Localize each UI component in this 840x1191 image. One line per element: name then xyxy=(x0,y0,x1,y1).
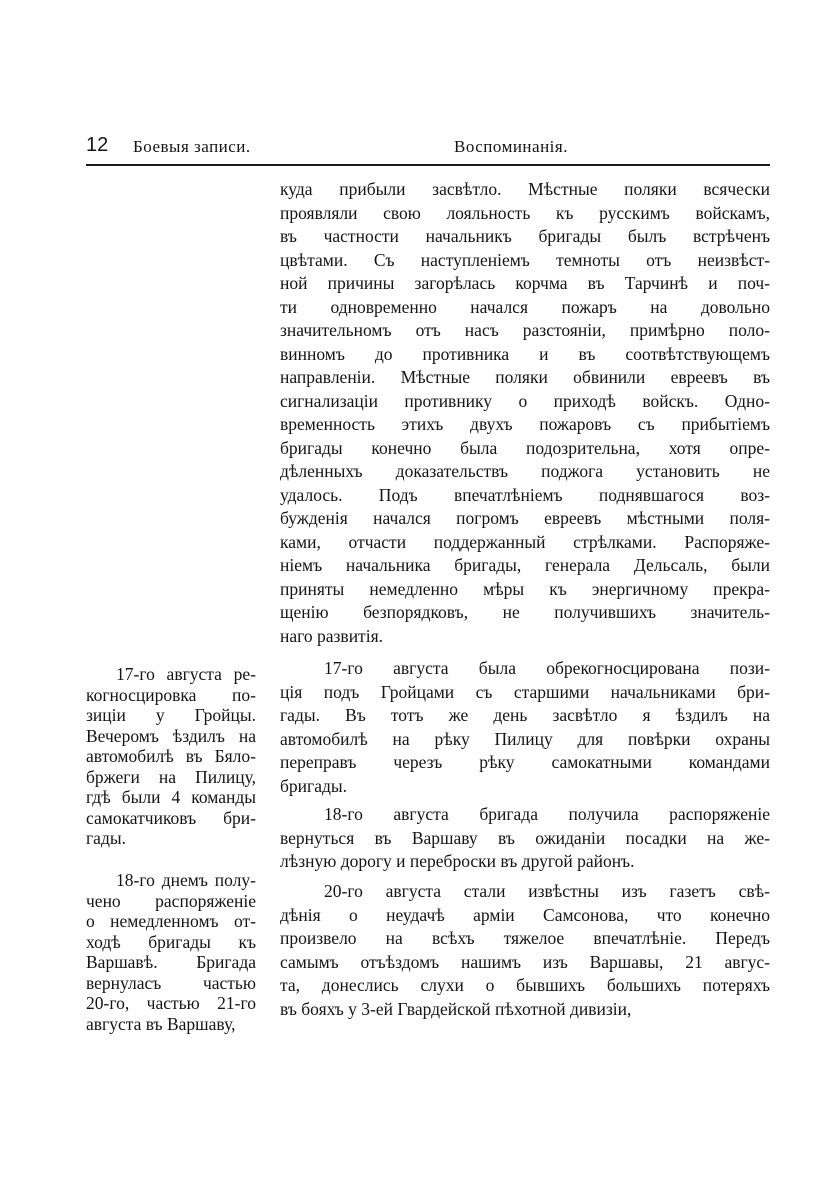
text-line: щенію безпорядковъ, не получившихъ значитель- xyxy=(280,602,770,622)
margin-line: Вечеромъ ѣздилъ на xyxy=(86,725,256,746)
text-line: цвѣтами. Съ наступленіемъ темноты отъ неизвѣст- xyxy=(280,249,770,270)
margin-line: зиціи у Гройцы. xyxy=(86,705,256,725)
main-text-paragraph-1 xyxy=(280,178,770,648)
running-header xyxy=(86,134,770,166)
text-line: наго развитія. xyxy=(280,625,383,646)
running-title-left: Боевыя записи. xyxy=(133,137,251,156)
main-text-paragraph-4 xyxy=(280,880,770,1021)
text-line: автомобилѣ на рѣку Пилицу для повѣрки охраны xyxy=(280,728,770,749)
margin-note-1 xyxy=(86,664,256,849)
text-line: въ частности начальникъ бригады былъ встрѣченъ xyxy=(280,226,770,246)
text-line: гады. Въ тотъ же день засвѣтло я ѣздилъ на xyxy=(280,705,770,725)
text-line: ти одновременно начался пожаръ на довольно xyxy=(280,296,770,317)
main-text-paragraph-2 xyxy=(280,657,770,798)
running-title-right: Воспоминанія. xyxy=(454,137,568,156)
text-line: въ бояхъ у 3-ей Гвардейской пѣхотной дивизіи, xyxy=(280,998,632,1019)
text-line: ція подъ Гройцами съ старшими начальниками бри- xyxy=(280,681,770,702)
text-line: удалось. Подъ впечатлѣніемъ поднявшагося воз- xyxy=(280,484,770,505)
text-line: сигнализаціи противнику о приходѣ войскъ. Одно- xyxy=(280,390,770,411)
text-line: переправъ черезъ рѣку самокатными командами xyxy=(280,752,770,772)
text-line: бригады. xyxy=(280,775,348,796)
page-number: 12 xyxy=(86,134,109,156)
text-line: винномъ до противника и въ соотвѣтствующемъ xyxy=(280,343,770,364)
main-text-paragraph-3 xyxy=(280,803,770,874)
text-line: 18-го августа бригада получила распоряженіе xyxy=(324,804,770,824)
text-line: дѣленныхъ доказательствъ поджога установить не xyxy=(280,461,770,481)
margin-line: о немедленномъ от- xyxy=(86,911,256,931)
margin-line: Варшавѣ. Бригада xyxy=(86,952,256,972)
text-line: значительномъ отъ насъ разстояніи, примѣрно поло- xyxy=(280,320,770,340)
text-line: куда прибыли засвѣтло. Мѣстные поляки всячески xyxy=(280,179,770,199)
text-line: проявляли свою лояльность къ русскимъ войскамъ, xyxy=(280,202,770,223)
margin-note-2 xyxy=(86,870,256,1034)
text-line: дѣнія о неудачѣ арміи Самсонова, что конечно xyxy=(280,904,770,925)
margin-line: чено распоряженіе xyxy=(86,890,256,911)
text-line: ніемъ начальника бригады, генерала Дельсаль, были xyxy=(280,555,770,575)
margin-line: 17-го августа ре- xyxy=(116,664,256,684)
text-line: лѣзную дорогу и переброски въ другой районъ. xyxy=(280,851,635,871)
margin-line: вернуласъ частью xyxy=(86,972,256,993)
text-line: ками, отчасти поддержанный стрѣлками. Распоряже- xyxy=(280,531,770,552)
text-line: та, донеслись слухи о бывшихъ большихъ потеряхъ xyxy=(280,975,770,995)
margin-line: ходѣ бригады къ xyxy=(86,931,256,952)
text-line: 20-го августа стали извѣстны изъ газетъ свѣ- xyxy=(324,881,770,901)
margin-line: гдѣ были 4 команды xyxy=(86,787,256,807)
margin-line: 20-го, частью 21-го xyxy=(86,993,256,1013)
margin-line: автомобилѣ въ Бяло- xyxy=(86,746,256,766)
margin-line: гады. xyxy=(86,828,126,848)
text-line: вернуться въ Варшаву въ ожиданіи посадки на же- xyxy=(280,827,770,848)
margin-line: когносцировка по- xyxy=(86,684,256,705)
text-line: временность этихъ двухъ пожаровъ съ прибытіемъ xyxy=(280,414,770,434)
margin-line: 18-го днемъ полу- xyxy=(116,870,256,890)
text-line: самымъ отъѣздомъ нашимъ изъ Варшавы, 21 авгус- xyxy=(280,951,770,972)
margin-line: самокатчиковъ бри- xyxy=(86,807,256,828)
text-line: направленіи. Мѣстные поляки обвинили евреевъ въ xyxy=(280,367,770,387)
text-line: бригады конечно была подозрительна, хотя опре- xyxy=(280,437,770,458)
text-line: ной причины загорѣлась корчма въ Тарчинѣ и поч- xyxy=(280,273,770,293)
margin-line: бржеги на Пилицу, xyxy=(86,766,256,787)
text-line: бужденія начался погромъ евреевъ мѣстными поля- xyxy=(280,508,770,528)
text-line: произвело на всѣхъ тяжелое впечатлѣніе. Передъ xyxy=(280,928,770,948)
text-line: приняты немедленно мѣры къ энергичному прекра- xyxy=(280,578,770,599)
text-line: 17-го августа была обрекогносцирована пози- xyxy=(324,658,770,678)
margin-line: августа въ Варшаву, xyxy=(86,1013,236,1034)
